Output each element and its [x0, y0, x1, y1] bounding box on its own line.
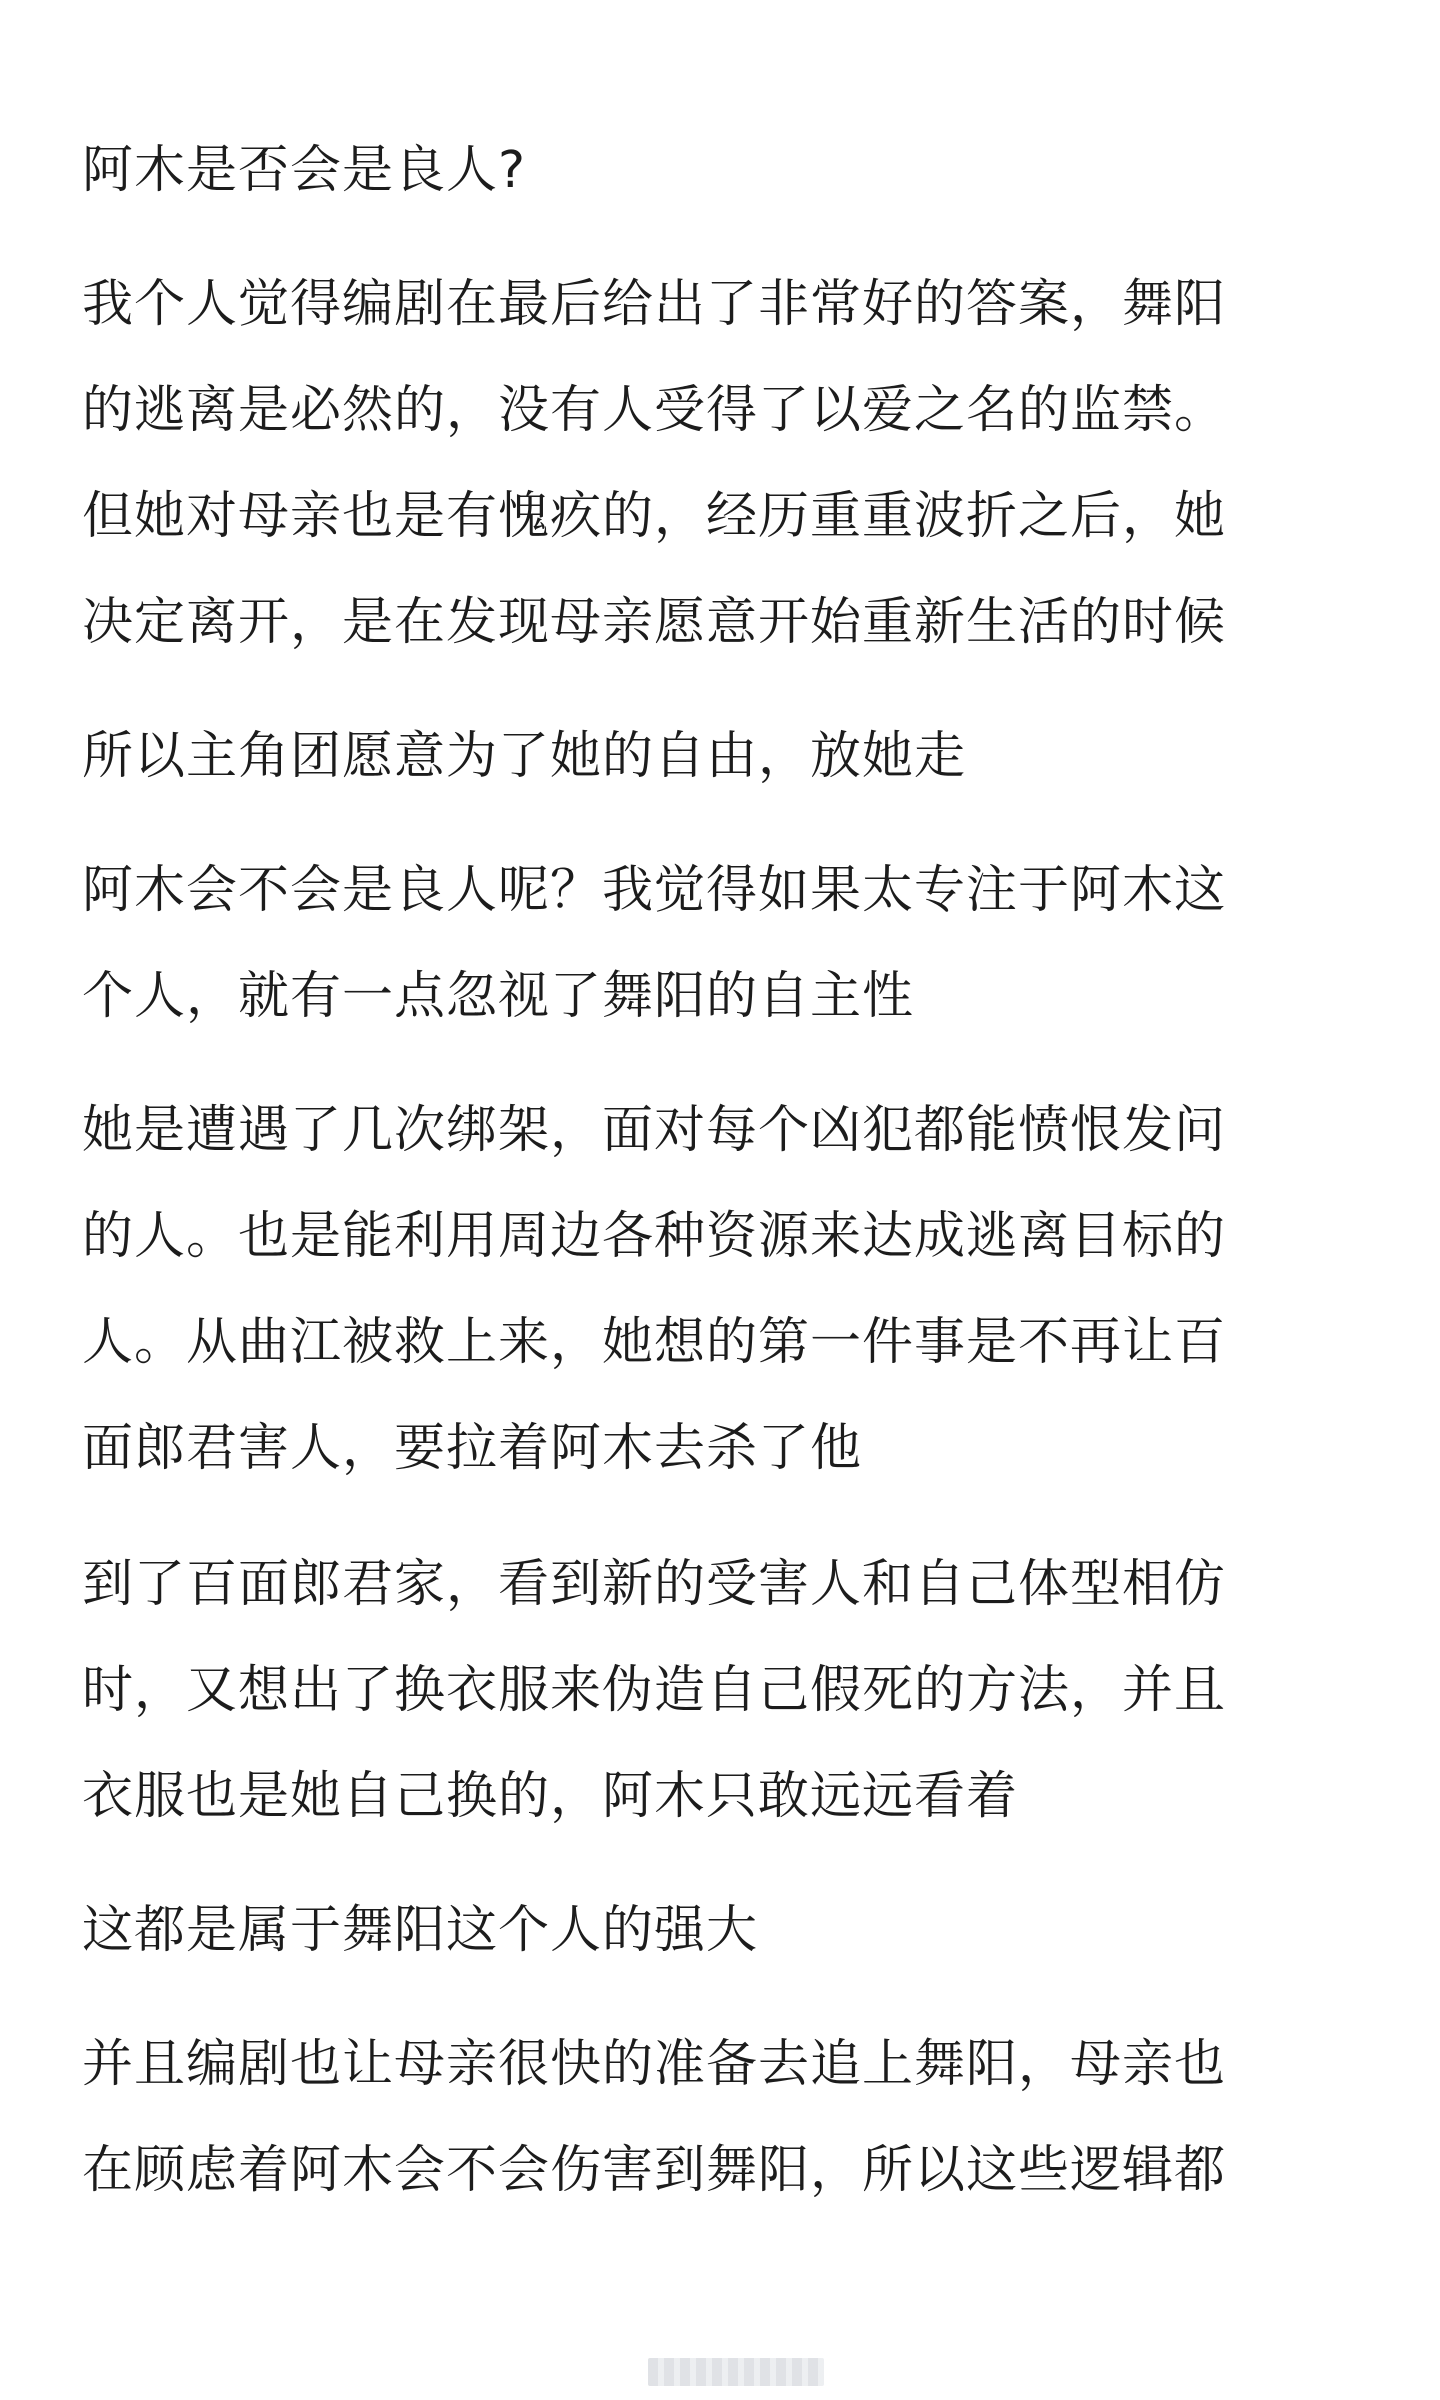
- text-line: 但她对母亲也是有愧疚的，经历重重波折之后，她: [82, 487, 1227, 546]
- paragraph-6: [82, 1532, 1372, 1850]
- text-line: 阿木是否会是良人?: [82, 141, 527, 200]
- text-line: 面郎君害人，要拉着阿木去杀了他: [82, 1419, 863, 1478]
- text-line: 人。从曲江被救上来，她想的第一件事是不再让百: [82, 1313, 1227, 1372]
- text-line: 她是遭遇了几次绑架，面对每个凶犯都能愤恨发问: [82, 1101, 1227, 1160]
- paragraph-7: [82, 1878, 1372, 1984]
- text-line: 时，又想出了换衣服来伪造自己假死的方法，并且: [82, 1661, 1227, 1720]
- text-line: 衣服也是她自己换的，阿木只敢远远看着: [82, 1767, 1019, 1826]
- text-line: 并且编剧也让母亲很快的准备去追上舞阳，母亲也: [82, 2035, 1227, 2094]
- paragraph-4: [82, 838, 1372, 1050]
- text-line: 这都是属于舞阳这个人的强大: [82, 1901, 759, 1960]
- text-line: 阿木会不会是良人呢？我觉得如果太专注于阿木这: [82, 861, 1227, 920]
- text-line: 的逃离是必然的，没有人受得了以爱之名的监禁。: [82, 381, 1227, 440]
- watermark-strip: [648, 2358, 824, 2386]
- paragraph-8: [82, 2012, 1372, 2224]
- text-line: 决定离开，是在发现母亲愿意开始重新生活的时候: [82, 593, 1227, 652]
- text-line: 我个人觉得编剧在最后给出了非常好的答案，舞阳: [82, 275, 1227, 334]
- paragraph-5: [82, 1078, 1372, 1502]
- text-line: 到了百面郎君家，看到新的受害人和自己体型相仿: [82, 1555, 1227, 1614]
- paragraph-2: [82, 252, 1372, 676]
- text-line: 的人。也是能利用周边各种资源来达成逃离目标的: [82, 1207, 1227, 1266]
- text-line: 个人，就有一点忽视了舞阳的自主性: [82, 967, 915, 1026]
- article-body: [82, 118, 1372, 2224]
- text-line: 所以主角团愿意为了她的自由，放她走: [82, 727, 967, 786]
- text-line: 在顾虑着阿木会不会伤害到舞阳，所以这些逻辑都: [82, 2141, 1227, 2200]
- paragraph-3: [82, 704, 1372, 810]
- paragraph-1: [82, 118, 1372, 224]
